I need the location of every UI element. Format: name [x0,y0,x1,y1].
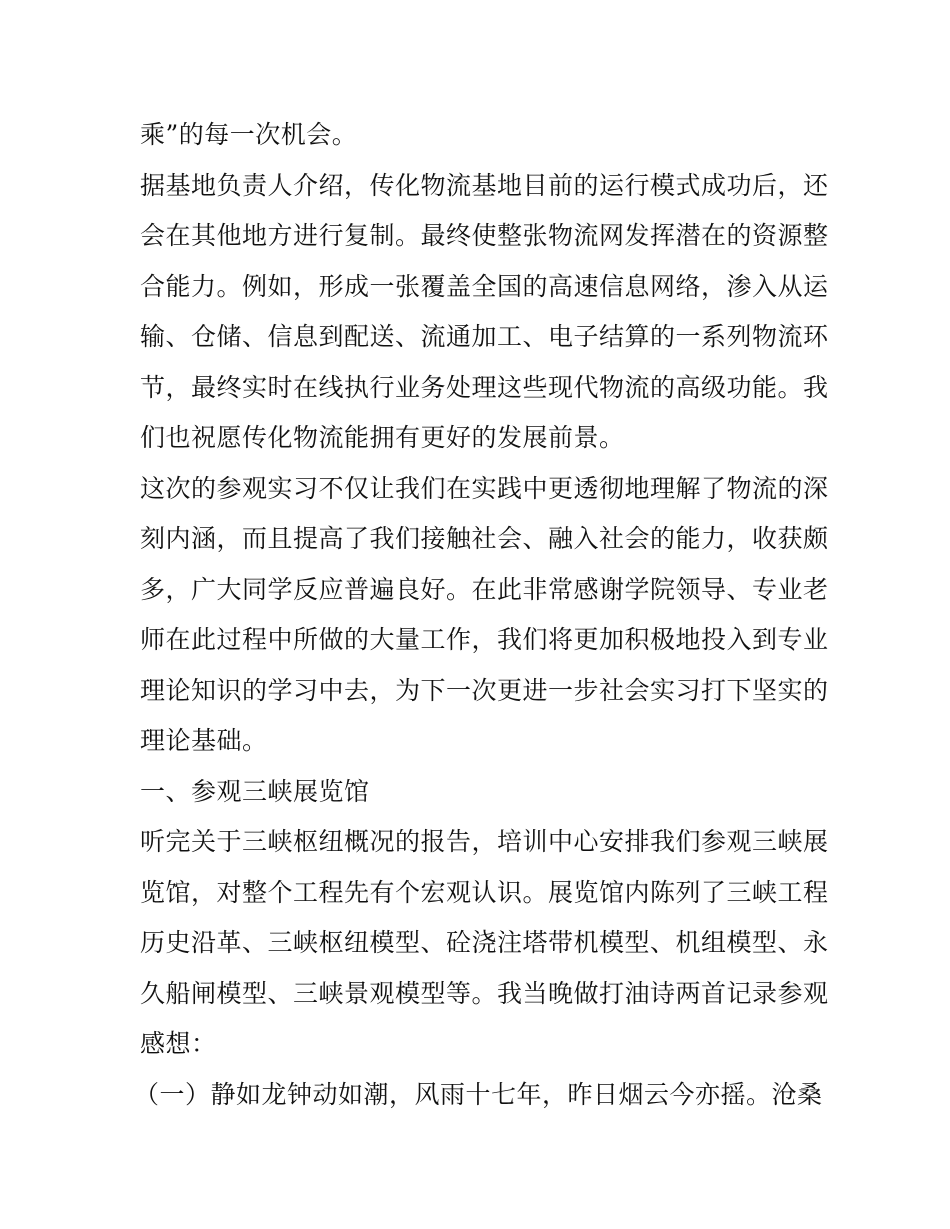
paragraph-line: 听完关于三峡枢纽概况的报告，培训中心安排我们参观三峡展 [140,827,829,856]
paragraph-line: 历史沿革、三峡枢纽模型、砼浇注塔带机模型、机组模型、永 [140,928,829,957]
paragraph-line: 师在此过程中所做的大量工作，我们将更加积极地投入到专业 [140,625,829,654]
paragraph-line: 览馆，对整个工程先有个宏观认识。展览馆内陈列了三峡工程 [140,877,829,907]
paragraph-line: 理论基础。 [140,726,268,755]
section-heading: 一、参观三峡展览馆 [140,776,370,806]
poem-line: （一）静如龙钟动如潮，风雨十七年，昨日烟云今亦摇。沧桑 [134,1079,823,1109]
paragraph-line: 刻内涵，而且提高了我们接触社会、融入社会的能力，收获颇 [140,524,829,553]
paragraph-line: 输、仓储、信息到配送、流通加工、电子结算的一系列物流环 [140,322,829,351]
paragraph-line: 会在其他地方进行复制。最终使整张物流网发挥潜在的资源整 [140,221,829,250]
paragraph-line: 合能力。例如，形成一张覆盖全国的高速信息网络，渗入从运 [140,271,829,301]
paragraph-line: 理论知识的学习中去，为下一次更进一步社会实习打下坚实的 [140,675,829,705]
paragraph-line: 们也祝愿传化物流能拥有更好的发展前景。 [140,423,625,452]
paragraph-line: 感想： [140,1029,217,1058]
paragraph-line: 据基地负责人介绍，传化物流基地目前的运行模式成功后，还 [140,170,829,200]
paragraph-line: 乘”的每一次机会。 [140,120,358,149]
body-text [134,110,829,1120]
paragraph-line: 节，最终实时在线执行业务处理这些现代物流的高级功能。我 [140,372,829,402]
paragraph-line: 久船闸模型、三峡景观模型等。我当晚做打油诗两首记录参观 [140,978,829,1008]
paragraph-line: 多，广大同学反应普遍良好。在此非常感谢学院领导、专业老 [140,574,829,604]
paragraph-line: 这次的参观实习不仅让我们在实践中更透彻地理解了物流的深 [140,473,829,503]
